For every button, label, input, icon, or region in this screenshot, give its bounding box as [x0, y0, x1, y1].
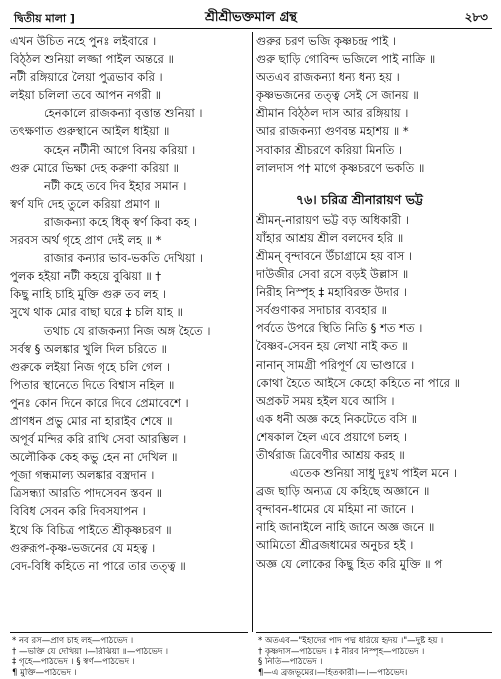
right-column-verses-top — [256, 32, 492, 177]
verse-line: সবাকার শ্রীচরণে করিয়া মিনতি । — [256, 142, 403, 157]
verse-line: নাহি জানাইলে নাহি জানে অজ্ঞ জনে ॥ — [256, 520, 435, 535]
verse-line: সরবস অর্থ গৃহে প্রাণ দেই লহ ॥ * — [10, 233, 162, 248]
verse-line: বিঠ্ঠল শুনিয়া লজ্জা পাইল অন্তরে ॥ — [10, 52, 174, 67]
verse-line: গুরুকে লইয়া নিজ গৃহে চলি গেল । — [10, 359, 170, 374]
verse-line: নানান্ সামগ্রী পরিপূর্ণ যে ভাণ্ডারে । — [256, 357, 415, 372]
verse-line: অলৌকিক কেহ কভু হেন না দেখিল ॥ — [10, 450, 178, 465]
verse-line: সর্বগুণাকর সদাচার ব্যবহার ॥ — [256, 303, 388, 318]
verse-line: বৈষ্ণব-সেবন হয় লেখা নাই কত ॥ — [256, 339, 408, 354]
verse-line: আমিতো শ্রীব্রজধামের অনুচর হই । — [256, 538, 414, 553]
verse-line: ইথে কি বিচিত্র পাইতে শ্রীকৃষ্ণচরণ ॥ — [10, 522, 172, 537]
verse-line: লালদাস প† মাগে কৃষ্ণচরণে ভকতি ॥ — [256, 160, 425, 175]
verse-line: গুরুরূপ-কৃষ্ণ-ভজনের যে মহত্ব । — [10, 540, 156, 555]
verse-line: শ্রীমন্-নারায়ণ ভট্ট বড় অধিকারী । — [256, 212, 409, 227]
verse-line: তৎক্ষণাত গুরুস্থানে আইল ধাইয়া ॥ — [10, 124, 170, 139]
verse-line: পিতার স্থানেতে দিতে বিশ্বাস নহিল ॥ — [10, 377, 175, 392]
verse-line: অপূর্ব মন্দির করি রাখি সেবা আরম্ভিল । — [10, 432, 187, 447]
verse-line: স্বর্ণ যদি দেহ তুলে করিয়া প্রমাণ ॥ — [10, 196, 160, 211]
verse-line: লইয়া চলিলা তবে আপন নগরী ॥ — [10, 88, 162, 103]
verse-line: রাজার কন্যার ভাব-ভকতি দেখিয়া । — [44, 251, 203, 266]
verse-line: গুরু ছাড়ি গোবিন্দ ভজিলে পাই নাক্রি ॥ — [256, 52, 436, 67]
page-header — [10, 6, 492, 29]
verse-line: অজ্ঞ যে লোকের কিছু হিত করি মুক্তি ॥ প — [256, 556, 443, 571]
footnote: ¶—এ ব্রজভূমের।—হিতকারী।—।—পাঠভেদ। — [258, 667, 408, 678]
verse-line: বেদ-বিধি কহিতে না পারে তার তত্ত্ব ॥ — [10, 558, 186, 573]
footnote: * অতএব—"ইহাদের পাদ পদ্ম ধরিয়ে হৃদয় ।"—দুষ্ট হয় । — [258, 636, 444, 646]
footnotes-left — [12, 636, 248, 678]
verse-line: আর রাজকন্যা গুণবন্ত মহাশয় ॥ * — [256, 124, 409, 139]
verse-line: অপ্রকট সময় হইল যবে আসি । — [256, 393, 395, 408]
verse-line: কিছু নাহি চাহি মুক্তি গুরু তব লহ । — [10, 287, 166, 302]
verse-line: নটী রঙ্গিয়ারে লৈয়া পুত্রভাব করি । — [10, 70, 163, 85]
footnote: † —ভক্তি যে দেখিয়া ।—রিঝিয়া ॥—পাঠভেদ । — [12, 646, 169, 657]
verse-line: প্রাণধন প্রভু মোর না হারাইব শেষে ॥ — [10, 413, 173, 428]
verse-line: সুখে থাক মোর বাছা ঘরে ‡ চলি যাহ ॥ — [10, 305, 183, 320]
verse-line: শ্রীমান বিঠ্ঠল দাস আর রঙ্গিয়ায় । — [256, 106, 409, 121]
verse-line: গুরুর চরণ ভজি কৃষ্ণচন্দ্র পাই । — [256, 34, 397, 48]
footnote-rule-right — [256, 632, 492, 633]
verse-line: কৃষ্ণভজনের তত্ত্ব সেই সে জানয় ॥ — [256, 88, 419, 103]
verse-line: অতএব রাজকন্যা ধন্য ধন্য হয় । — [256, 70, 400, 85]
verse-line: এখন উচিত নহে পুনঃ লইবারে । — [10, 34, 157, 48]
left-column — [10, 32, 248, 575]
verse-line: কোথা হৈতে আইসে কেহো কহিতে না পারে ॥ — [256, 375, 461, 390]
verse-line: ব্রজ ছাড়ি অন্যত্র যে কহিছে অজ্ঞানে ॥ — [256, 484, 430, 499]
running-head-title: শ্রীশ্রীভক্তমাল গ্রন্থ — [205, 10, 297, 25]
verse-line: এক ধনী অজ্ঞ কহে নিকটেতে বসি ॥ — [256, 411, 418, 426]
footnote: * নব রস—প্রাণ চাহ লহ—পাঠভেদ । — [12, 636, 134, 646]
verse-line: বিবিধ সেবন করি দিবসযাপন । — [10, 504, 146, 519]
verse-line: পুলক হইয়া নটী কহয়ে বুঝিয়া ॥ † — [10, 269, 162, 284]
verse-line: যাঁহার আশ্রয় শ্রীল বলদেব হরি ॥ — [256, 230, 404, 245]
right-column-verses-bottom — [256, 211, 492, 573]
footnote: ‡ গৃহে—পাঠভেদ । § স্বর্ণ—পাঠভেদ । — [12, 657, 135, 667]
footnote: § নিতি—পাঠভেদ । — [258, 657, 323, 667]
verse-line: পুনঃ কোন দিনে কারে দিবে প্রেমাবেশে । — [10, 395, 189, 410]
verse-line: পূজা গন্ধমাল্য অলঙ্কার বস্ত্রদান । — [10, 468, 155, 483]
verse-line: তথাচ যে রাজকন্যা নিজ অঙ্গ হৈতে । — [44, 323, 211, 338]
verse-line: শেষকাল হৈল এবে প্রয়াগে চলহ । — [256, 429, 407, 444]
verse-line: বৃন্দাবন-ধামের যে মহিমা না জানে । — [256, 502, 414, 517]
verse-line: দাউজীর সেবা রসে বড়ই উল্লাস ॥ — [256, 267, 409, 282]
verse-line: শ্রীমন্ বৃন্দাবনে উঁচাগ্রামে হয় বাস । — [256, 248, 413, 263]
verse-line: রাজকন্যা কহে ধিক্ স্বর্ণ কিবা কহ । — [44, 214, 198, 229]
verse-line: সর্বস্ব § অলঙ্কার খুলি দিল চরিতে ॥ — [10, 341, 167, 356]
verse-line: হেনকালে রাজকন্যা বৃত্তান্ত শুনিয়া । — [44, 106, 203, 121]
verse-line: তীর্থরাজ ত্রিবেণীর আশ্রয় করহ ॥ — [256, 447, 405, 462]
page-number: ২৮৩ — [464, 10, 488, 24]
running-head-left: দ্বিতীয় মালা ] — [14, 12, 75, 25]
section-spacer — [256, 177, 492, 189]
right-column — [256, 32, 492, 573]
verse-line: এতেক শুনিয়া সাধু দুঃখ পাইল মনে । — [290, 466, 457, 481]
verse-line: পর্বতে উপরে স্থিতি নিতি § শত শত । — [256, 321, 423, 336]
verse-line: গুরু মোরে ভিক্ষা দেহ করুণা করিয়া ॥ — [10, 160, 179, 175]
book-page — [10, 6, 492, 678]
column-divider — [252, 32, 253, 632]
footnote: † কৃষ্ণদাস—পাঠভেদ । ‡ নীরব নিস্পৃহ—পাঠভেদ । — [258, 646, 425, 657]
footnote-rule-left — [10, 632, 248, 633]
chapter-heading: ৭৬। চরিত্র শ্রীনারায়ণ ভট্ট — [296, 191, 423, 207]
verse-line: কহেন নটীনী আগে বিনয় করিয়া । — [44, 142, 196, 157]
footnote: ¶ মুক্তি—পাঠভেদ । — [12, 667, 77, 678]
verse-line: নিরীহ নিস্পৃহ ‡ মহাবিরক্ত উদার । — [256, 285, 407, 300]
verse-line: নটী কহে তবে দিব ইহার সমান । — [44, 178, 187, 193]
verse-line: ত্রিসন্ধ্যা আরতি পাদসেবন স্তবন ॥ — [10, 486, 163, 501]
footnotes-right — [258, 636, 492, 678]
